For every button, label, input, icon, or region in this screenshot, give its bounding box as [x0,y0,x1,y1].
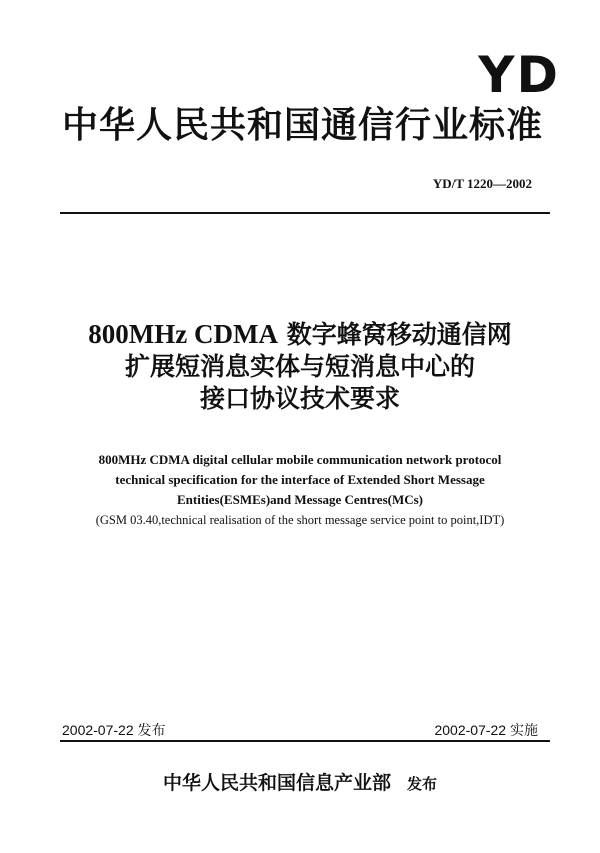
issuer-publish-label: 发布 [407,775,438,793]
standard-category-title: 中华人民共和国通信行业标准 [62,105,544,146]
title-cn-line-3: 接口协议技术要求 [199,384,400,413]
issuing-authority [0,768,600,795]
footer-divider [60,740,550,742]
yd-logo: YD [478,46,560,104]
title-en-line-3: Entities(ESMEs)and Message Centres(MCs) [176,492,424,507]
title-en-line-1: 800MHz CDMA digital cellular mobile communication network protocol [98,452,502,467]
document-title-english [40,450,560,530]
header-divider [60,212,550,214]
publish-date: 2002-07-22 发布 [62,722,166,738]
title-en-line-2: technical specification for the interface of Extended Short Message [115,472,485,487]
title-en-note: (GSM 03.40,technical realisation of the short message service point to point,IDT) [95,513,505,527]
title-cn-line-1-prefix: 800MHz CDMA [88,319,278,349]
title-cn-line-2: 扩展短消息实体与短消息中心的 [124,352,475,381]
standard-number: YD/T 1220—2002 [432,176,532,191]
issuer-name: 中华人民共和国信息产业部 [162,772,391,794]
title-cn-line-1-text: 数字蜂窝移动通信网 [286,320,512,349]
document-title-chinese [40,318,560,415]
title-cn-line-1 [40,318,560,351]
implementation-date: 2002-07-22 实施 [434,722,538,738]
